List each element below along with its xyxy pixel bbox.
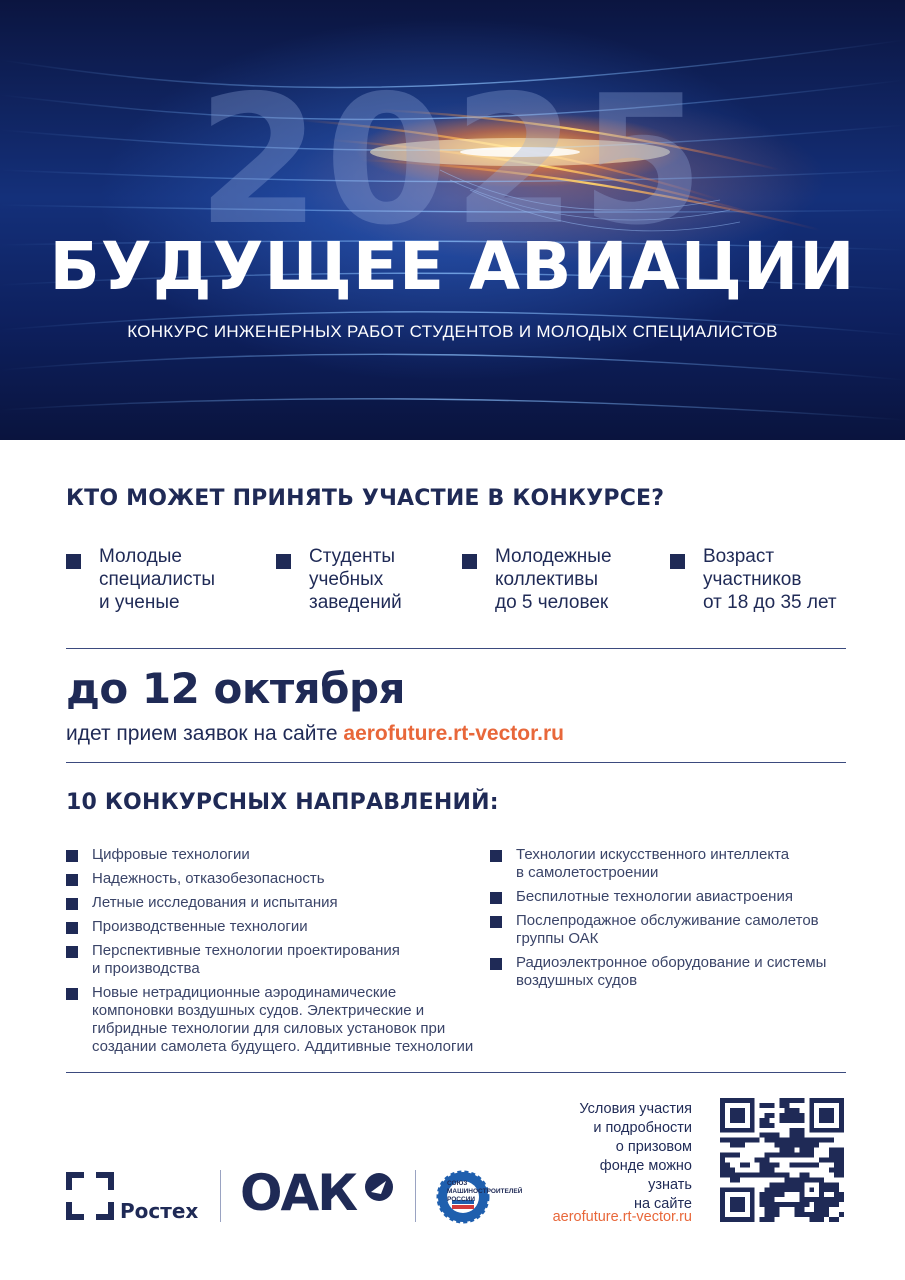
square-bullet-icon xyxy=(490,892,502,904)
square-bullet-icon xyxy=(66,874,78,886)
year-watermark: 2025 xyxy=(196,57,709,264)
rostec-logo-label: Ростех xyxy=(120,1199,199,1223)
square-bullet-icon xyxy=(490,850,502,862)
square-bullet-icon xyxy=(66,898,78,910)
square-bullet-icon xyxy=(66,922,78,934)
directions-list-right xyxy=(490,846,850,996)
apply-website-link[interactable]: aerofuture.rt-vector.ru xyxy=(343,722,564,745)
footer-info-text: Условия участия и подробности о призовом фонде можно узнать на сайте xyxy=(579,1101,692,1212)
direction-item: Послепродажное обслуживание самолетов группы ОАК xyxy=(490,912,850,948)
who-item-label: Возраст участников от 18 до 35 лет xyxy=(703,546,837,613)
oak-logo-label: ОАК xyxy=(240,1164,357,1222)
direction-item: Цифровые технологии xyxy=(66,846,486,864)
direction-item: Надежность, отказобезопасность xyxy=(66,870,486,888)
who-item-label: Молодые специалисты и ученые xyxy=(99,546,215,613)
logo-separator xyxy=(220,1170,221,1222)
who-section-title: КТО МОЖЕТ ПРИНЯТЬ УЧАСТИЕ В КОНКУРСЕ? xyxy=(66,486,665,511)
who-item-label: Молодежные коллективы до 5 человек xyxy=(495,546,612,613)
direction-item: Новые нетрадиционные аэродинамические компоновки воздушных судов. Электрические и гибридные технологии для силовых установок при создании самолета будущего. Аддитивные технологии xyxy=(66,984,486,1056)
footer-website-link[interactable]: aerofuture.rt-vector.ru xyxy=(552,1209,692,1225)
square-bullet-icon xyxy=(490,958,502,970)
square-bullet-icon xyxy=(66,850,78,862)
square-bullet-icon xyxy=(66,554,81,569)
divider xyxy=(66,1072,846,1073)
apply-line xyxy=(66,722,564,746)
square-bullet-icon xyxy=(66,946,78,958)
deadline-date: до 12 октября xyxy=(66,664,405,713)
direction-item: Перспективные технологии проектирования и производства xyxy=(66,942,486,978)
direction-item: Радиоэлектронное оборудование и системы воздушных судов xyxy=(490,954,850,990)
apply-text: идет прием заявок на сайте xyxy=(66,722,338,745)
divider xyxy=(66,648,846,649)
square-bullet-icon xyxy=(670,554,685,569)
square-bullet-icon xyxy=(490,916,502,928)
divider xyxy=(66,762,846,763)
direction-item: Производственные технологии xyxy=(66,918,486,936)
page-title: БУДУЩЕЕ АВИАЦИИ xyxy=(49,228,856,305)
direction-item: Технологии искусственного интеллекта в самолетостроении xyxy=(490,846,850,882)
page-subtitle: КОНКУРС ИНЖЕНЕРНЫХ РАБОТ СТУДЕНТОВ И МОЛОДЫХ СПЕЦИАЛИСТОВ xyxy=(127,322,778,341)
union-logo-label: СОЮЗ МАШИНОСТРОИТЕЛЕЙ РОССИИ xyxy=(447,1180,523,1203)
directions-list-left xyxy=(66,846,486,1062)
square-bullet-icon xyxy=(276,554,291,569)
square-bullet-icon xyxy=(66,988,78,1000)
hero-banner xyxy=(0,0,905,440)
oak-logo-icon xyxy=(364,1172,394,1202)
direction-item: Беспилотные технологии авиастроения xyxy=(490,888,850,906)
square-bullet-icon xyxy=(462,554,477,569)
logo-separator xyxy=(415,1170,416,1222)
who-item-label: Студенты учебных заведений xyxy=(309,546,402,613)
qr-code-icon[interactable] xyxy=(720,1098,844,1222)
directions-section-title: 10 КОНКУРСНЫХ НАПРАВЛЕНИЙ: xyxy=(66,790,499,815)
direction-item: Летные исследования и испытания xyxy=(66,894,486,912)
